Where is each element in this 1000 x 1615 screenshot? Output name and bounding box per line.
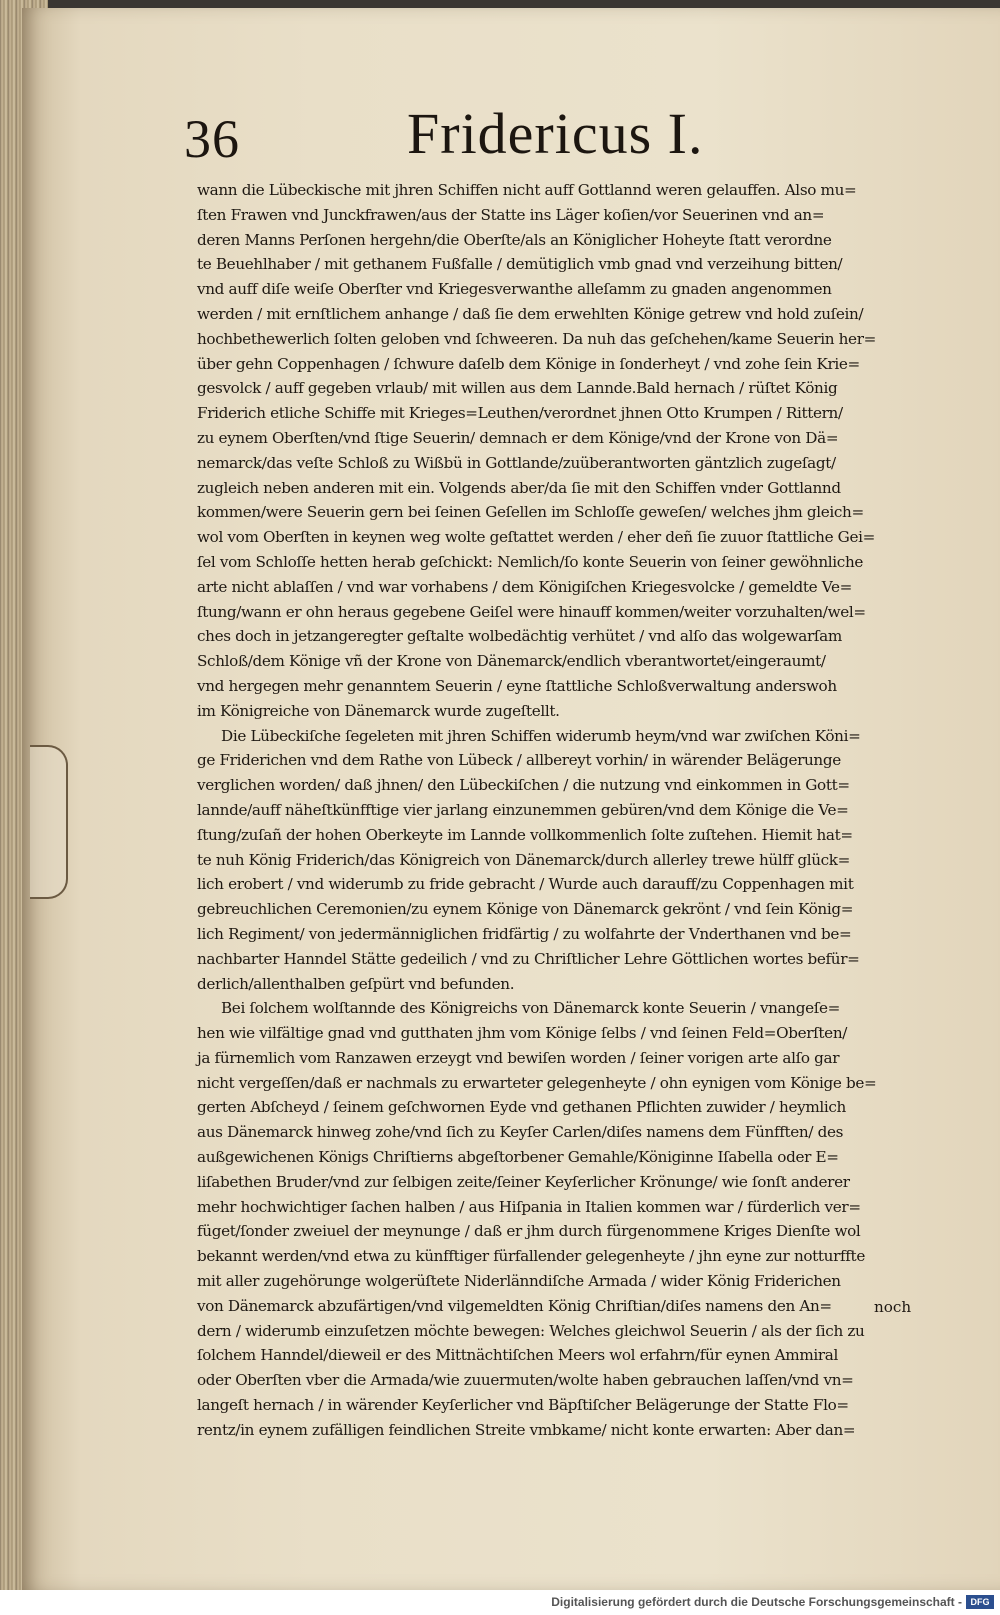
text-line: Bei ſolchem wolſtannde des Königreichs von Dänemarck konte Seuerin / vnangeſe= bbox=[221, 999, 841, 1018]
text-line: gerten Abſcheyd / ſeinem geſchwornen Eyde vnd gethanen Pflichten zuwider / heymlich bbox=[197, 1098, 846, 1117]
dfg-logo-icon: DFG bbox=[966, 1595, 994, 1609]
paragraph bbox=[197, 178, 917, 724]
text-line: te nuh König Friderich/das Königreich von Dänemarck/durch allerley trewe hülff glück= bbox=[197, 850, 851, 869]
text-line: Die Lübeckiſche ſegeleten mit jhren Schiffen widerumb heym/vnd war zwiſchen Köni= bbox=[221, 726, 861, 745]
text-line: außgewichenen Königs Chriſtierns abgeſtorbener Gemahle/Königinne Iſabella oder E= bbox=[197, 1148, 839, 1167]
text-line: füget/ſonder zweiuel der meynunge / daß er jhm durch fürgenommene Kriges Dienſte wol bbox=[197, 1222, 861, 1241]
text-line: gebreuchlichen Ceremonien/zu eynem Könige von Dänemarck gekrönt / vnd ſein König= bbox=[197, 900, 854, 919]
text-line: arte nicht ablaſſen / vnd war vorhabens / dem Königiſchen Kriegesvolcke / gemeldte Ve= bbox=[197, 577, 853, 596]
running-head-title: Fridericus I. bbox=[407, 101, 704, 166]
text-line: nemarck/das veſte Schloß zu Wißbü in Gottlande/zuüberantworten gäntzlich zugeſagt/ bbox=[197, 453, 836, 472]
text-line: ja fürnemlich vom Ranzawen erzeygt vnd bewiſen worden / ſeiner vorigen arte alſo gar bbox=[197, 1048, 840, 1067]
text-line: vnd auff diſe weiſe Oberſter vnd Kriegesverwanthe alleſamm zu gnaden angenommen bbox=[197, 280, 832, 299]
text-line: aus Dänemarck hinweg zohe/vnd ſich zu Keyſer Carlen/diſes namens dem Fünfften/ des bbox=[197, 1123, 844, 1142]
text-line: kommen/were Seuerin gern bei ſeinen Geſellen im Schloſſe geweſen/ welches jhm gleich= bbox=[197, 503, 864, 522]
footer-bar bbox=[0, 1590, 1000, 1615]
text-line: wol vom Oberſten in keynen weg wolte geſtattet werden / eher deñ ſie zuuor ſtattliche Gei= bbox=[197, 528, 875, 547]
text-line: nachbarter Hanndel Stätte gedeilich / vnd zu Chriſtlicher Lehre Göttlichen wortes befür= bbox=[197, 949, 860, 968]
book-page bbox=[22, 8, 1000, 1590]
text-line: werden / mit ernſtlichem anhange / daß ſie dem erwehlten Könige getrew vnd hold zuſein/ bbox=[197, 304, 864, 323]
text-line: zugleich neben anderen mit ein. Volgends aber/da ſie mit den Schiffen vnder Gottlannd bbox=[197, 478, 841, 497]
text-line: zu eynem Oberſten/vnd ſtige Seuerin/ demnach er dem Könige/vnd der Krone von Dä= bbox=[197, 428, 839, 447]
text-line: langeſt hernach / in wärender Keyſerlicher vnd Bäpſtiſcher Belägerunge der Statte Flo= bbox=[197, 1396, 849, 1415]
text-line: lannde/auff näheſtkünfftige vier jarlang einzunemmen gebüren/vnd dem Könige die Ve= bbox=[197, 800, 849, 819]
text-line: rentz/in eynem zufälligen feindlichen Streite vmbkame/ nicht konte erwarten: Aber dan= bbox=[197, 1420, 856, 1439]
text-line: gesvolck / auff gegeben vrlaub/ mit willen aus dem Lannde.Bald hernach / rüſtet König bbox=[197, 379, 838, 398]
text-line: mehr hochwichtiger ſachen halben / aus Hiſpania in Italien kommen war / fürderlich ver= bbox=[197, 1197, 861, 1216]
text-line: dern / widerumb einzuſetzen möchte bewegen: Welches gleichwol Seuerin / als der ſich zu bbox=[197, 1321, 865, 1340]
text-line: von Dänemarck abzufärtigen/vnd vilgemeldten König Chriſtian/diſes namens den An= bbox=[197, 1296, 832, 1315]
bookmark-tab bbox=[30, 745, 68, 899]
body-text bbox=[197, 178, 917, 1443]
text-line: bekannt werden/vnd etwa zu künfftiger fürfallender gelegenheyte / jhn eyne zur notturffte bbox=[197, 1247, 865, 1266]
text-line: liſabethen Bruder/vnd zur ſelbigen zeite/ſeiner Keyſerlicher Krönunge/ wie ſonſt anderer bbox=[197, 1172, 850, 1191]
text-line: hochbethewerlich ſolten geloben vnd ſchweeren. Da nuh das geſchehen/kame Seuerin her= bbox=[197, 329, 876, 348]
text-line: ſtung/zuſañ der hohen Oberkeyte im Lannde vollkommenlich ſolte zuſtehen. Hiemit hat= bbox=[197, 825, 853, 844]
text-line: lich erobert / vnd widerumb zu fride gebracht / Wurde auch darauff/zu Coppenhagen mit bbox=[197, 875, 854, 894]
paragraph bbox=[197, 724, 917, 997]
text-line: mit aller zugehörunge wolgerüſtete Niderlänndiſche Armada / wider König Friderichen bbox=[197, 1272, 841, 1291]
text-line: ſten Frawen vnd Junckfrawen/aus der Statte ins Läger koſien/vor Seuerinen vnd an= bbox=[197, 205, 825, 224]
text-line: deren Manns Perſonen hergehn/die Oberſte/als an Königlicher Hoheyte ſtatt verordne bbox=[197, 230, 832, 249]
text-line: hen wie vilfältige gnad vnd gutthaten jhm vom Könige ſelbs / vnd ſeinen Feld=Oberſten/ bbox=[197, 1024, 848, 1043]
text-line: verglichen worden/ daß jhnen/ den Lübeckiſchen / die nutzung vnd einkommen in Gott= bbox=[197, 776, 850, 795]
text-line: derlich/allenthalben geſpürt vnd befunden. bbox=[197, 974, 515, 993]
text-line: ſel vom Schloſſe hetten herab geſchickt: Nemlich/ſo konte Seuerin von ſeiner gewöhnliche bbox=[197, 552, 864, 571]
text-line: lich Regiment/ von jedermänniglichen fridfärtig / zu wolfahrte der Vnderthanen vnd be= bbox=[197, 924, 852, 943]
paragraphs bbox=[197, 178, 917, 1443]
text-line: oder Oberſten vber die Armada/wie zuuermuten/wolte haben gebrauchen laſſen/vnd vn= bbox=[197, 1371, 854, 1390]
text-line: über gehn Coppenhagen / ſchwure daſelb dem Könige in ſonderheyt / vnd zohe ſein Krie= bbox=[197, 354, 860, 373]
text-line: ſtung/wann er ohn heraus gegebene Geiſel were hinauff kommen/weiter vorzuhalten/wel= bbox=[197, 602, 866, 621]
funding-credit: Digitalisierung gefördert durch die Deutsche Forschungsgemeinschaft - bbox=[551, 1595, 962, 1609]
text-line: nicht vergeſſen/daß er nachmals zu erwarteter gelegenheyte / ohn eynigen vom Könige be= bbox=[197, 1073, 877, 1092]
page-number: 36 bbox=[184, 109, 240, 169]
text-line: ſolchem Hanndel/dieweil er des Mittnächtiſchen Meers wol erfahrn/für eynen Ammiral bbox=[197, 1346, 839, 1365]
text-line: Schloß/dem Könige vñ der Krone von Dänemarck/endlich vberantwortet/eingeraumt/ bbox=[197, 652, 826, 671]
text-line: te Beuehlhaber / mit gethanem Fußfalle / demütiglich vmb gnad vnd verzeihung bitten/ bbox=[197, 255, 843, 274]
paragraph bbox=[197, 996, 917, 1442]
text-line: wann die Lübeckische mit jhren Schiffen nicht auff Gottlannd weren gelauffen. Also mu= bbox=[197, 181, 857, 199]
text-line: ge Friderichen vnd dem Rathe von Lübeck / allbereyt vorhin/ in wärender Belägerunge bbox=[197, 751, 841, 770]
catchword: noch bbox=[874, 1298, 912, 1316]
text-line: vnd hergegen mehr genanntem Seuerin / eyne ſtattliche Schloßverwaltung anderswoh bbox=[197, 676, 837, 695]
text-line: im Königreiche von Dänemarck wurde zugeſtellt. bbox=[197, 701, 560, 720]
text-line: Friderich etliche Schiffe mit Krieges=Leuthen/verordnet jhnen Otto Krumpen / Rittern/ bbox=[197, 404, 843, 423]
text-line: ches doch in jetzangeregter geſtalte wolbedächtig verhütet / vnd alſo das wolgewarſam bbox=[197, 627, 842, 646]
